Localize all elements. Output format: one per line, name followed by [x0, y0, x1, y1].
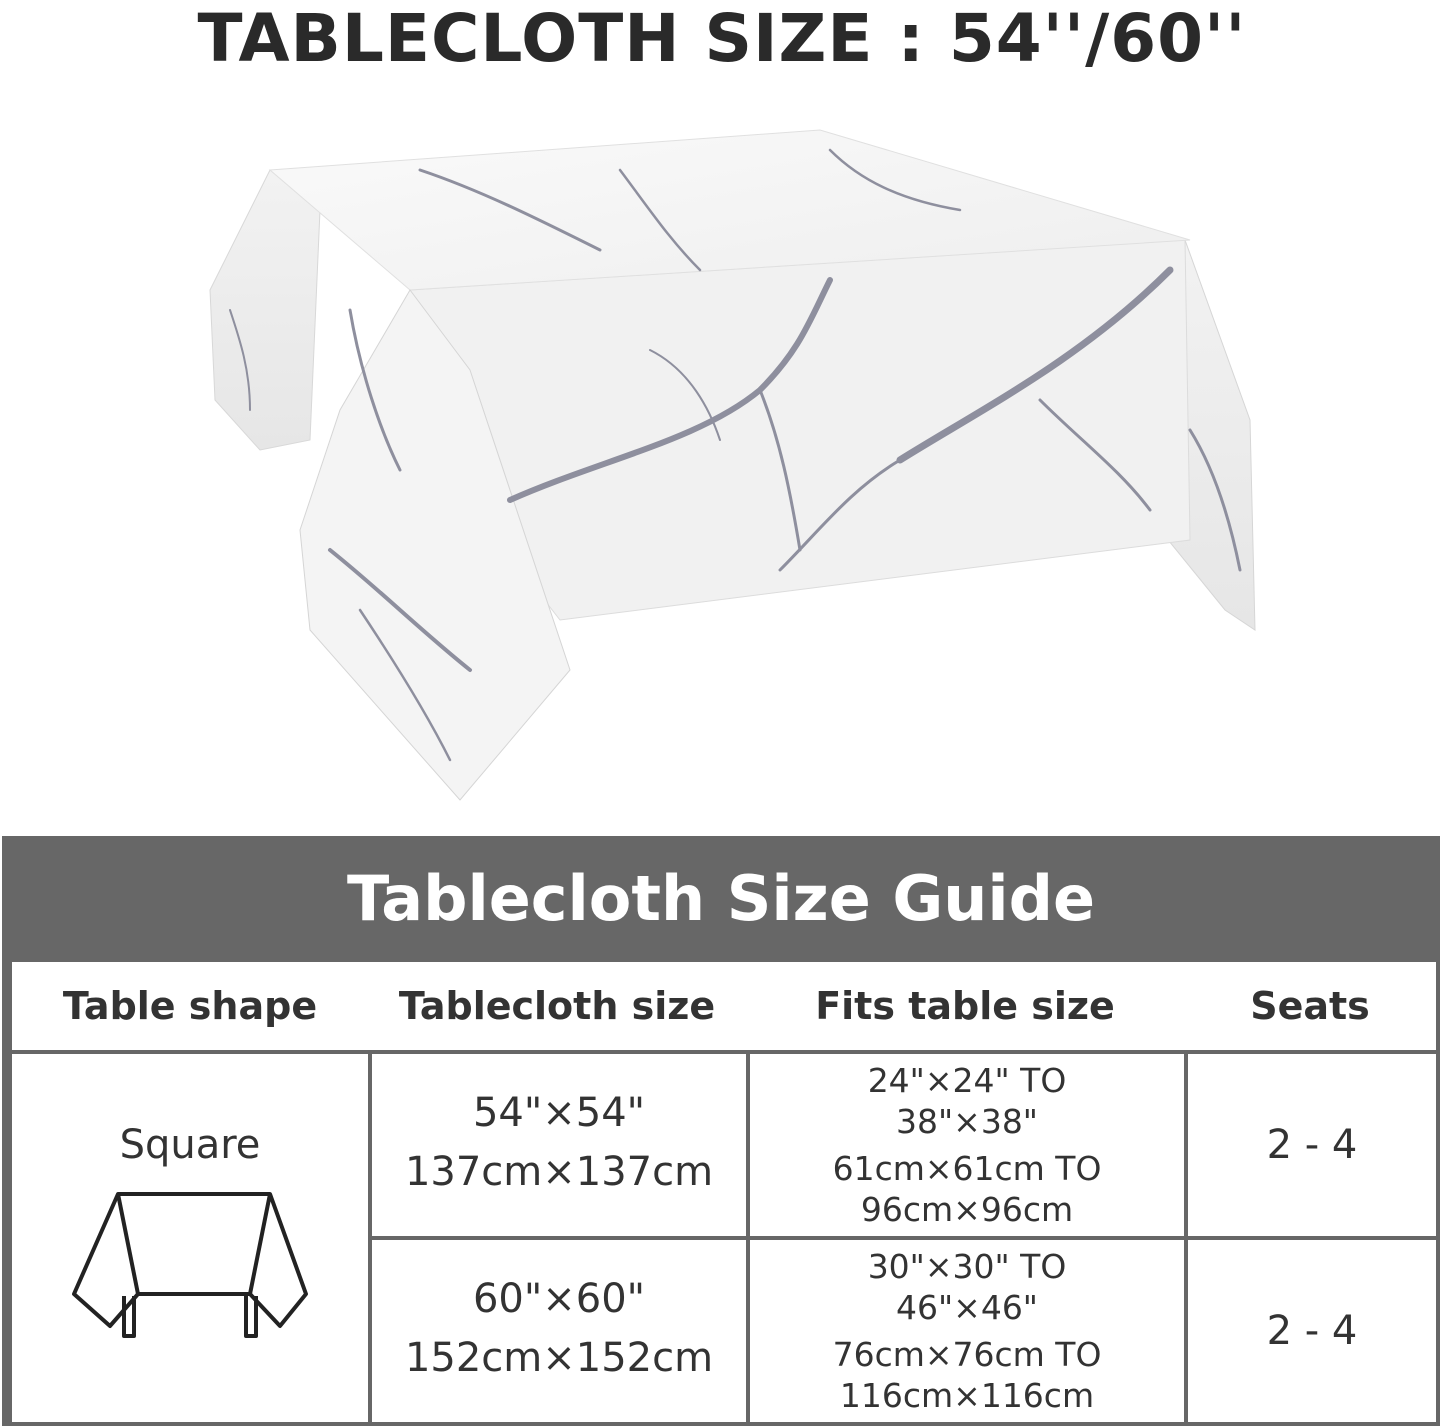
size-guide-panel	[2, 836, 1440, 1426]
shape-label: Square	[119, 1121, 261, 1168]
page-title: TABLECLOTH SIZE : 54''/60''	[197, 0, 1247, 77]
seats-value: 2 - 4	[1266, 1308, 1358, 1354]
table-row	[12, 1054, 1436, 1240]
header-fits-table-size: Fits table size	[746, 962, 1184, 1054]
fits-table-size-cell	[746, 1054, 1184, 1240]
header-tablecloth-size: Tablecloth size	[368, 962, 746, 1054]
header-table-shape: Table shape	[12, 962, 368, 1054]
fits-table-size-cell	[746, 1240, 1184, 1422]
cloth-size-cm: 152cm×152cm	[404, 1335, 714, 1381]
fits-cm-from: 61cm×61cm TO	[832, 1149, 1102, 1188]
fits-inches-to: 46"×46"	[896, 1288, 1038, 1327]
seats-cell	[1184, 1054, 1436, 1240]
cloth-size-cm: 137cm×137cm	[404, 1149, 714, 1195]
header-seats: Seats	[1184, 962, 1436, 1054]
tablecloth-size-cell	[368, 1054, 746, 1240]
marble-tablecloth-image	[0, 110, 1444, 820]
seats-value: 2 - 4	[1266, 1122, 1358, 1168]
fits-inches-from: 30"×30" TO	[867, 1247, 1067, 1286]
table-shape-cell	[12, 1054, 368, 1422]
cloth-size-inches: 54"×54"	[472, 1090, 646, 1136]
fits-inches-to: 38"×38"	[896, 1102, 1038, 1141]
fits-cm-to: 116cm×116cm	[839, 1376, 1095, 1415]
table-header-row	[12, 962, 1436, 1054]
square-table-icon	[70, 1186, 310, 1346]
tablecloth-size-cell	[368, 1240, 746, 1422]
size-guide-table	[12, 962, 1436, 1422]
cloth-size-inches: 60"×60"	[472, 1276, 646, 1322]
fits-cm-from: 76cm×76cm TO	[832, 1335, 1102, 1374]
seats-cell	[1184, 1240, 1436, 1422]
size-guide-title: Tablecloth Size Guide	[346, 862, 1096, 935]
fits-inches-from: 24"×24" TO	[867, 1061, 1067, 1100]
fits-cm-to: 96cm×96cm	[860, 1190, 1074, 1229]
